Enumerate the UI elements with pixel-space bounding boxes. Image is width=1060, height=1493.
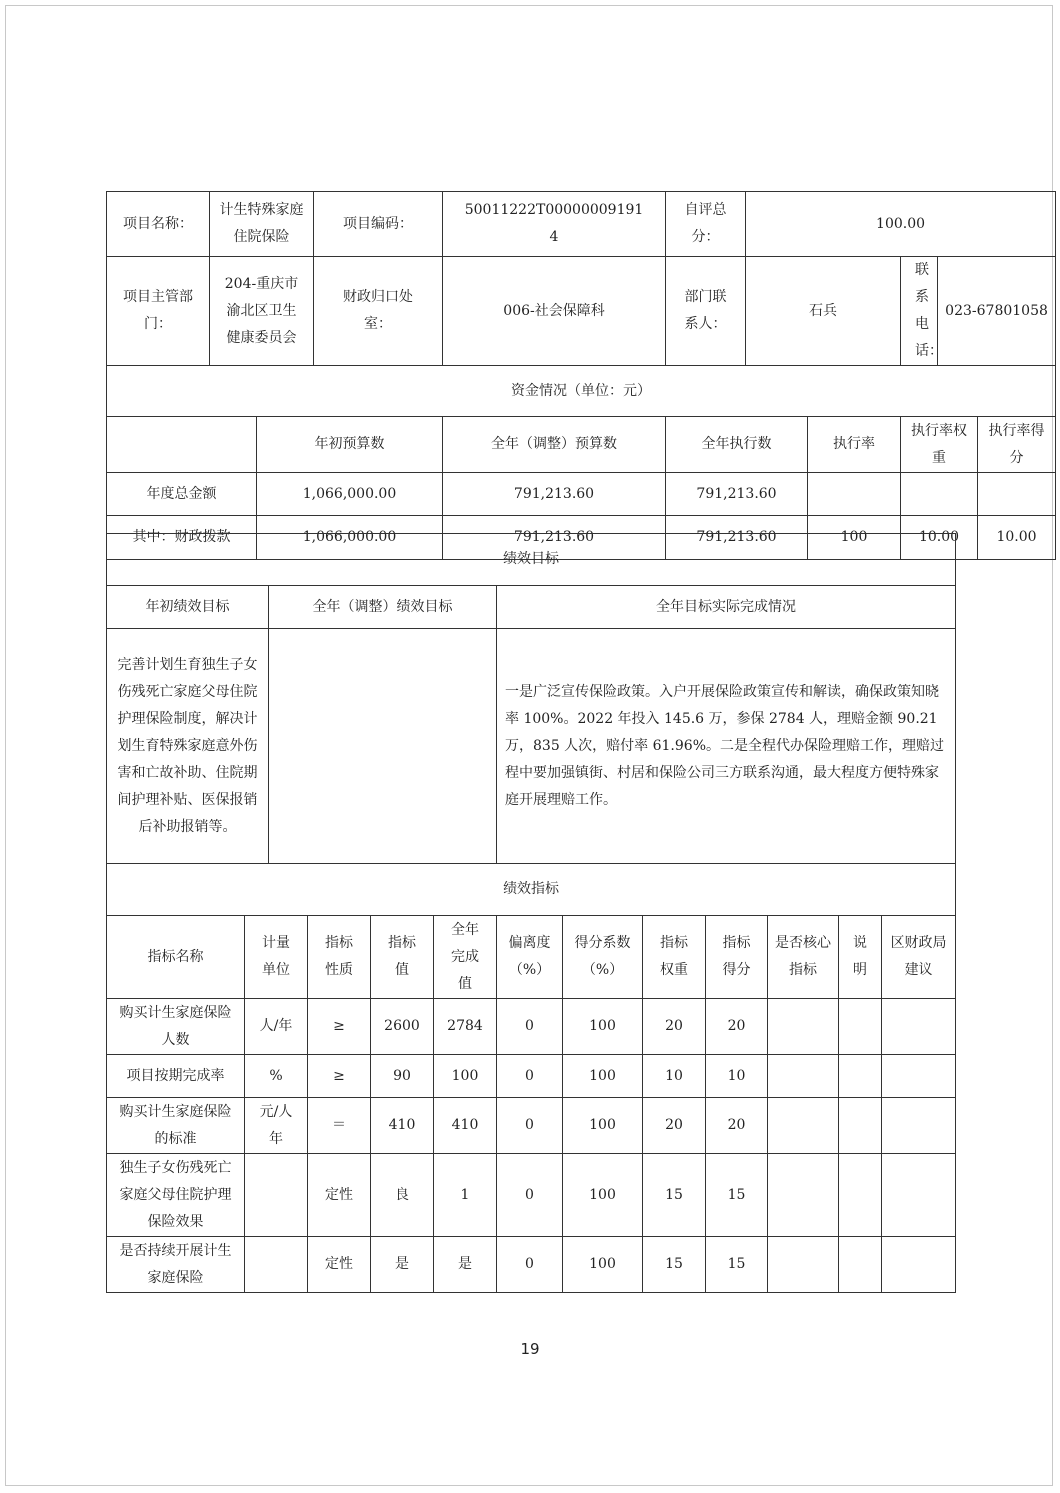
ind-col-deviation: 偏离度（%）: [497, 916, 563, 999]
indicator-cell: ＝: [308, 1098, 371, 1154]
goals-table: [106, 533, 956, 864]
project-name-label: 项目名称：: [107, 192, 210, 257]
indicator-cell: 100: [563, 999, 643, 1055]
dept-label: 项目主管部门：: [107, 257, 210, 366]
funds-cell: 其中：财政拨款: [107, 516, 257, 560]
ind-col-weight: 指标权重: [643, 916, 706, 999]
indicator-cell: 100: [563, 1237, 643, 1293]
indicator-cell: 100: [563, 1055, 643, 1098]
indicator-cell: 0: [497, 999, 563, 1055]
indicator-cell: [839, 1154, 882, 1237]
indicator-cell: 0: [497, 1098, 563, 1154]
funds-table: [106, 191, 1056, 560]
funds-col-exec-score: 执行率得分: [978, 417, 1056, 473]
indicator-cell: [839, 1237, 882, 1293]
contact-value: 石兵: [746, 257, 901, 366]
funds-cell: [978, 473, 1056, 516]
indicator-cell: 100: [563, 1154, 643, 1237]
project-name-value: 计生特殊家庭住院保险: [210, 192, 314, 257]
indicator-cell: 10: [643, 1055, 706, 1098]
goals-section-title: 绩效目标: [107, 534, 956, 586]
indicators-header-row: [107, 916, 956, 999]
contact-label: 部门联系人：: [666, 257, 746, 366]
indicator-cell: [245, 1154, 308, 1237]
funds-col-adjusted-budget: 全年（调整）预算数: [443, 417, 666, 473]
goals-col-adjusted: 全年（调整）绩效目标: [269, 586, 497, 629]
funds-cell: 1,066,000.00: [257, 473, 443, 516]
dept-value: 204-重庆市渝北区卫生健康委员会: [210, 257, 314, 366]
indicator-cell: 2784: [434, 999, 497, 1055]
indicator-cell: [882, 1055, 956, 1098]
indicator-cell: 购买计生家庭保险人数: [107, 999, 245, 1055]
indicators-section-title: 绩效指标: [107, 864, 956, 916]
indicator-cell: 定性: [308, 1237, 371, 1293]
funds-row-total: [107, 473, 1056, 516]
indicator-cell: [768, 999, 839, 1055]
phone-value: 023-67801058: [938, 257, 1056, 366]
ind-col-score: 指标得分: [706, 916, 768, 999]
indicator-cell: 15: [706, 1154, 768, 1237]
indicator-cell: 15: [643, 1237, 706, 1293]
indicator-cell: 90: [371, 1055, 434, 1098]
indicator-cell: 100: [563, 1098, 643, 1154]
funds-col-initial-budget: 年初预算数: [257, 417, 443, 473]
ind-col-note: 说明: [839, 916, 882, 999]
ind-col-target: 指标值: [371, 916, 434, 999]
ind-col-completed: 全年完成值: [434, 916, 497, 999]
indicator-cell: 410: [434, 1098, 497, 1154]
funds-col-exec-rate: 执行率: [808, 417, 901, 473]
project-code-value: 50011222T000000091914: [443, 192, 666, 257]
funds-cell: 791,213.60: [666, 516, 808, 560]
indicator-cell: [882, 1237, 956, 1293]
indicator-row: [107, 999, 956, 1055]
indicator-cell: 20: [706, 999, 768, 1055]
indicator-cell: 20: [643, 1098, 706, 1154]
funds-section-title: 资金情况（单位：元）: [107, 366, 1056, 417]
indicators-table: [106, 863, 956, 1293]
indicator-cell: 0: [497, 1237, 563, 1293]
phone-label: 联系电话：: [901, 257, 938, 366]
project-code-label: 项目编码：: [314, 192, 443, 257]
indicator-cell: 0: [497, 1055, 563, 1098]
funds-col-exec-weight: 执行率权重: [901, 417, 978, 473]
funds-cell: 10.00: [978, 516, 1056, 560]
indicator-cell: [839, 999, 882, 1055]
funds-cell: 10.00: [901, 516, 978, 560]
indicator-cell: [839, 1098, 882, 1154]
funds-cell: [901, 473, 978, 516]
funds-cell: 791,213.60: [666, 473, 808, 516]
indicator-cell: [768, 1154, 839, 1237]
indicator-cell: 元/人年: [245, 1098, 308, 1154]
indicator-cell: 是否持续开展计生家庭保险: [107, 1237, 245, 1293]
ind-col-coefficient: 得分系数（%）: [563, 916, 643, 999]
finance-office-label: 财政归口处室：: [314, 257, 443, 366]
indicator-row: [107, 1055, 956, 1098]
adjusted-goal-text: [269, 629, 497, 864]
indicator-cell: [882, 1154, 956, 1237]
funds-cell: 年度总金额: [107, 473, 257, 516]
indicator-cell: 410: [371, 1098, 434, 1154]
funds-cell: 100: [808, 516, 901, 560]
indicator-cell: 独生子女伤残死亡家庭父母住院护理保险效果: [107, 1154, 245, 1237]
indicator-cell: %: [245, 1055, 308, 1098]
indicator-cell: 人/年: [245, 999, 308, 1055]
ind-col-nature: 指标性质: [308, 916, 371, 999]
indicator-row: [107, 1098, 956, 1154]
ind-col-core: 是否核心指标: [768, 916, 839, 999]
indicator-cell: [882, 999, 956, 1055]
indicator-cell: [768, 1055, 839, 1098]
goals-col-actual: 全年目标实际完成情况: [497, 586, 956, 629]
funds-col-blank: [107, 417, 257, 473]
indicator-cell: ≥: [308, 1055, 371, 1098]
ind-col-unit: 计量单位: [245, 916, 308, 999]
indicator-cell: 15: [706, 1237, 768, 1293]
finance-office-value: 006-社会保障科: [443, 257, 666, 366]
indicator-cell: 100: [434, 1055, 497, 1098]
indicator-cell: 10: [706, 1055, 768, 1098]
indicator-row: [107, 1237, 956, 1293]
indicator-cell: 2600: [371, 999, 434, 1055]
funds-cell: 791,213.60: [443, 516, 666, 560]
funds-cell: [808, 473, 901, 516]
self-score-value: 100.00: [746, 192, 1056, 257]
indicator-cell: 良: [371, 1154, 434, 1237]
indicator-cell: [768, 1098, 839, 1154]
indicator-cell: [882, 1098, 956, 1154]
indicator-cell: 定性: [308, 1154, 371, 1237]
funds-col-executed: 全年执行数: [666, 417, 808, 473]
funds-cell: 791,213.60: [443, 473, 666, 516]
indicator-cell: 20: [643, 999, 706, 1055]
actual-completion-text: 一是广泛宣传保险政策。入户开展保险政策宣传和解读，确保政策知晓率 100%。2022 年投入 145.6 万，参保 2784 人，理赔金额 90.21 万，835 人次，赔付率 61.96%。二是全程代办保险理赔工作，理赔过程中要加强镇街、村居和保险公司三方联系沟通，最大程度方便特殊家庭开展理赔工作。: [497, 629, 956, 864]
indicator-cell: 20: [706, 1098, 768, 1154]
self-score-label: 自评总分：: [666, 192, 746, 257]
page-number: 19: [520, 1340, 540, 1358]
funds-cell: 1,066,000.00: [257, 516, 443, 560]
indicator-row: [107, 1154, 956, 1237]
indicator-cell: 项目按期完成率: [107, 1055, 245, 1098]
indicator-cell: 1: [434, 1154, 497, 1237]
goals-col-initial: 年初绩效目标: [107, 586, 269, 629]
indicator-cell: 0: [497, 1154, 563, 1237]
initial-goal-text: 完善计划生育独生子女伤残死亡家庭父母住院护理保险制度，解决计划生育特殊家庭意外伤害和亡故补助、住院期间护理补贴、医保报销后补助报销等。: [107, 629, 269, 864]
indicator-cell: [839, 1055, 882, 1098]
indicator-cell: [768, 1237, 839, 1293]
indicator-cell: 15: [643, 1154, 706, 1237]
indicator-cell: [245, 1237, 308, 1293]
indicator-cell: ≥: [308, 999, 371, 1055]
indicator-cell: 是: [434, 1237, 497, 1293]
ind-col-name: 指标名称: [107, 916, 245, 999]
indicator-cell: 购买计生家庭保险的标准: [107, 1098, 245, 1154]
indicator-cell: 是: [371, 1237, 434, 1293]
ind-col-suggestion: 区财政局建议: [882, 916, 956, 999]
